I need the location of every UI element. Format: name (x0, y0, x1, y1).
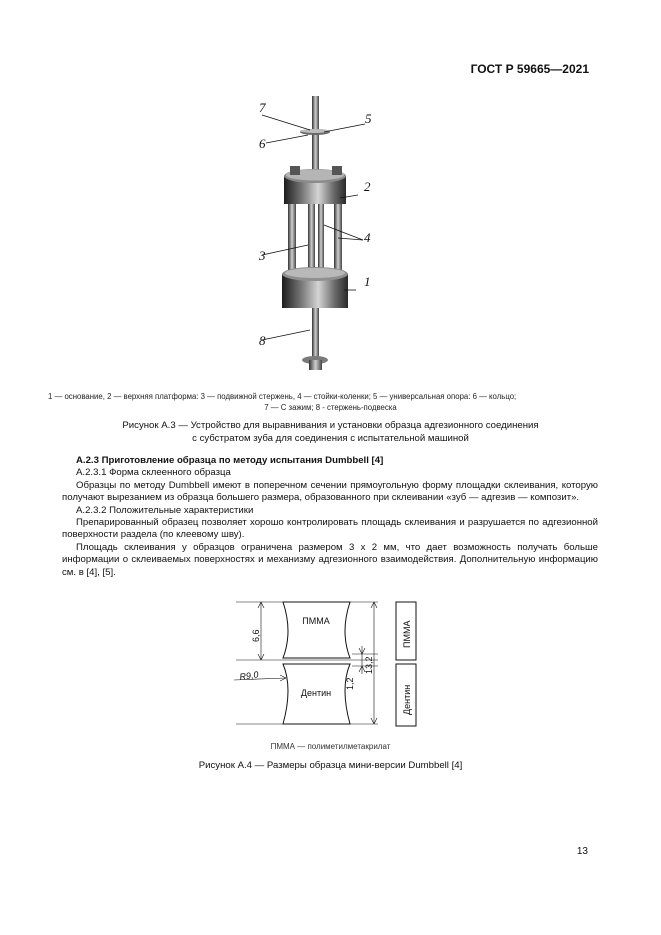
page-number: 13 (576, 846, 588, 857)
figure-a4-note: ПММА — полиметилметакрилат (270, 742, 391, 751)
legend-line-2: 7 — С зажим; 8 - стержень-подвеска (264, 403, 397, 412)
paragraph-2: Препарированный образец позволяет хорошо контролировать площадь склеивания и разрушается по адгезионной поверхности раздела (по клеевому шву). (62, 517, 598, 541)
subsection-2-title: А.2.3.2 Положительные характеристики (76, 504, 254, 516)
caption-line-1: Рисунок А.3 — Устройство для выравнивания и установки образца адгезионного соединения (122, 420, 539, 431)
label-7: 7 (259, 100, 266, 115)
dim-1-2: 1,2 (345, 677, 355, 690)
apparatus-body (282, 96, 348, 370)
label-1: 1 (364, 274, 371, 289)
side-dentin-label: Дентин (402, 684, 412, 715)
section-title: А.2.3 Приготовление образца по методу испытания Dumbbell [4] (76, 455, 384, 466)
dim-13-2: 13,2 (364, 656, 374, 674)
pmma-label: ПММА (302, 616, 330, 626)
dentin-label: Дентин (300, 688, 332, 698)
paragraph-3: Площадь склеивания у образцов ограничена размером 3 х 2 мм, что дает возможность получать больше информации о склеиваемых поверхностях и механизму адгезионного взаимодействия. Дополнительную информацию см. в [4], [5]. (62, 541, 598, 578)
figure-a3-apparatus (240, 90, 400, 385)
figure-a4-side-view (394, 600, 420, 730)
figure-a3-caption (48, 419, 613, 445)
label-2: 2 (364, 179, 371, 194)
label-3: 3 (259, 248, 266, 263)
label-5: 5 (365, 111, 372, 126)
figure-a4-caption: Рисунок А.4 — Размеры образца мини-версии Dumbbell [4] (198, 760, 463, 771)
section-a23 (62, 455, 598, 579)
caption-line-2: с субстратом зуба для соединения с испытательной машиной (192, 433, 469, 444)
figure-a3-legend (48, 391, 613, 413)
dim-6-6: 6,6 (251, 629, 261, 642)
label-6: 6 (259, 136, 266, 151)
legend-line-1: 1 — основание, 2 — верхняя платформа: 3 — подвижной стержень, 4 — стойки-коленки; 5 — универсальная опора: 6 — кольцо; (48, 392, 517, 401)
label-8: 8 (259, 333, 266, 348)
document-header: ГОСТ Р 59665—2021 (470, 62, 589, 76)
paragraph-1: Образцы по методу Dumbbell имеют в поперечном сечении прямоугольную форму площадки склеивания, которую получают вырезанием из образца большего размера, образованного при склеивании «зуб — адгезив — композит». (62, 479, 598, 504)
label-4: 4 (364, 230, 371, 245)
subsection-1-title: А.2.3.1 Форма склеенного образца (76, 467, 231, 479)
side-pmma-label: ПММА (402, 620, 412, 648)
radius-label: R9,0 (238, 669, 260, 682)
